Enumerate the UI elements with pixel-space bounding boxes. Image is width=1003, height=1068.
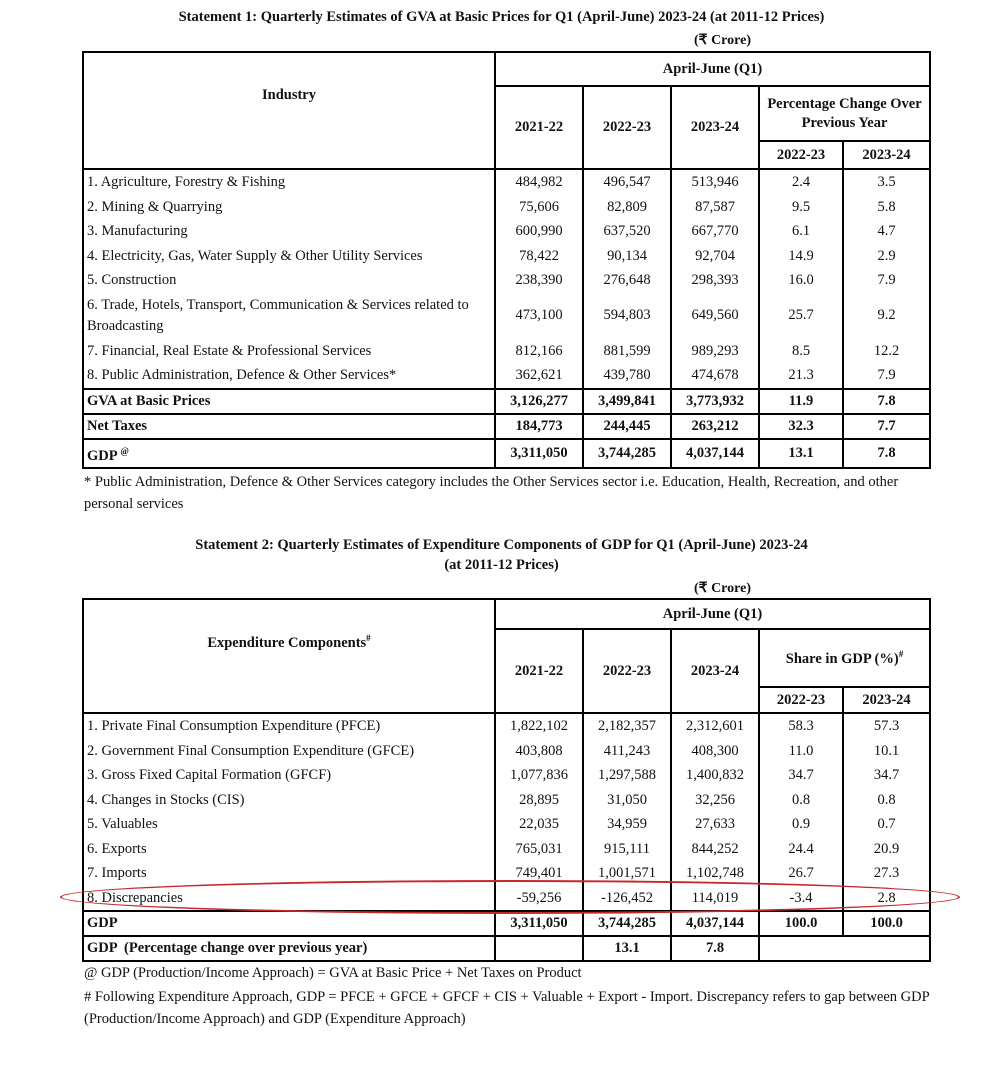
cell: 7.7 bbox=[843, 414, 930, 439]
gdp-row bbox=[83, 911, 930, 936]
cell: 844,252 bbox=[671, 837, 759, 862]
cell: 411,243 bbox=[583, 739, 671, 764]
cell: 362,621 bbox=[495, 363, 583, 389]
cell: 32.3 bbox=[759, 414, 843, 439]
cell: 1,077,836 bbox=[495, 763, 583, 788]
table-row bbox=[83, 812, 930, 837]
cell: 812,166 bbox=[495, 339, 583, 364]
cell: 25.7 bbox=[759, 293, 843, 339]
cell: 32,256 bbox=[671, 788, 759, 813]
row-label bbox=[83, 363, 495, 389]
cell: 27.3 bbox=[843, 861, 930, 886]
row-label bbox=[83, 439, 495, 469]
cell: 881,599 bbox=[583, 339, 671, 364]
cell: 1,400,832 bbox=[671, 763, 759, 788]
cell: 9.5 bbox=[759, 195, 843, 220]
cell: 2.8 bbox=[843, 886, 930, 912]
table-row bbox=[83, 713, 930, 739]
row-label-text: 2. Government Final Consumption Expenditure (GFCE) bbox=[87, 742, 415, 759]
cell: 34.7 bbox=[759, 763, 843, 788]
cell: 7.9 bbox=[843, 268, 930, 293]
row-label bbox=[83, 389, 495, 414]
cell: 513,946 bbox=[671, 169, 759, 195]
cell: 403,808 bbox=[495, 739, 583, 764]
cell: 3,744,285 bbox=[583, 911, 671, 936]
statement1-table bbox=[82, 51, 931, 469]
row-label-text: 3. Gross Fixed Capital Formation (GFCF) bbox=[87, 767, 332, 783]
cell: 3,744,285 bbox=[583, 439, 671, 469]
header-year: 2021-22 bbox=[495, 86, 583, 169]
row-label bbox=[83, 739, 495, 764]
cell: 92,704 bbox=[671, 244, 759, 269]
table-row bbox=[83, 363, 930, 389]
header-year: 2022-23 bbox=[583, 629, 671, 713]
header-components bbox=[83, 599, 495, 713]
cell: 2,312,601 bbox=[671, 713, 759, 739]
cell: 13.1 bbox=[583, 936, 671, 961]
cell: 649,560 bbox=[671, 293, 759, 339]
header-year: 2023-24 bbox=[671, 629, 759, 713]
cell: 238,390 bbox=[495, 268, 583, 293]
table-row bbox=[83, 195, 930, 220]
statement2-footnote-2: # Following Expenditure Approach, GDP = PFCE + GFCE + GFCF + CIS + Valuable + Export - Import. Discrepancy refers to gap between GDP (Production/Income Approach) and GDP (Expenditure Approach) bbox=[84, 989, 930, 1027]
cell: 0.8 bbox=[759, 788, 843, 813]
header-share-year: 2023-24 bbox=[843, 687, 930, 713]
header-share-label: Share in GDP (%) bbox=[785, 650, 899, 667]
cell: 637,520 bbox=[583, 219, 671, 244]
cell: 78,422 bbox=[495, 244, 583, 269]
table-row bbox=[83, 219, 930, 244]
row-label-text: GVA at Basic Prices bbox=[87, 392, 211, 409]
cell: 3.5 bbox=[843, 169, 930, 195]
row-label-text: 5. Valuables bbox=[87, 816, 158, 832]
cell: 57.3 bbox=[843, 713, 930, 739]
row-label bbox=[83, 169, 495, 195]
cell: 27,633 bbox=[671, 812, 759, 837]
cell: 594,803 bbox=[583, 293, 671, 339]
cell: 20.9 bbox=[843, 837, 930, 862]
cell: 749,401 bbox=[495, 861, 583, 886]
cell: 12.2 bbox=[843, 339, 930, 364]
cell: 82,809 bbox=[583, 195, 671, 220]
row-label-text: 3. Manufacturing bbox=[87, 223, 188, 239]
cell: 28,895 bbox=[495, 788, 583, 813]
cell: 114,019 bbox=[671, 886, 759, 912]
cell: 3,773,932 bbox=[671, 389, 759, 414]
row-label bbox=[83, 339, 495, 364]
cell bbox=[759, 936, 930, 961]
header-period: April-June (Q1) bbox=[495, 52, 930, 86]
table-row bbox=[83, 837, 930, 862]
statement1-title: Statement 1: Quarterly Estimates of GVA at Basic Prices for Q1 (April-June) 2023-24 (at 2011-12 Prices) bbox=[178, 9, 825, 25]
row-label bbox=[83, 293, 495, 339]
table-row bbox=[83, 861, 930, 886]
cell: 75,606 bbox=[495, 195, 583, 220]
row-label bbox=[83, 219, 495, 244]
row-label bbox=[83, 886, 495, 912]
cell: 26.7 bbox=[759, 861, 843, 886]
statement2-footnote-1: @ GDP (Production/Income Approach) = GVA at Basic Price + Net Taxes on Product bbox=[84, 965, 582, 981]
cell: 21.3 bbox=[759, 363, 843, 389]
cell: 439,780 bbox=[583, 363, 671, 389]
cell: 3,126,277 bbox=[495, 389, 583, 414]
cell: 22,035 bbox=[495, 812, 583, 837]
cell: 1,001,571 bbox=[583, 861, 671, 886]
header-pct-year: 2023-24 bbox=[843, 141, 930, 169]
cell: 989,293 bbox=[671, 339, 759, 364]
cell: 11.9 bbox=[759, 389, 843, 414]
table-row bbox=[83, 886, 930, 912]
cell: 298,393 bbox=[671, 268, 759, 293]
gdp-pct-row bbox=[83, 936, 930, 961]
total-row bbox=[83, 389, 930, 414]
row-label-text: 7. Imports bbox=[87, 865, 147, 881]
row-label-text: 8. Public Administration, Defence & Other Services* bbox=[87, 367, 397, 383]
cell: 3,311,050 bbox=[495, 439, 583, 469]
cell: 6.1 bbox=[759, 219, 843, 244]
row-label-text: 1. Agriculture, Forestry & Fishing bbox=[87, 174, 286, 190]
statement1-footnote: * Public Administration, Defence & Other Services category includes the Other Services sector i.e. Education, Health, Recreation, and other personal services bbox=[84, 474, 899, 512]
cell: 0.7 bbox=[843, 812, 930, 837]
table-row bbox=[83, 293, 930, 339]
row-label bbox=[83, 414, 495, 439]
row-label bbox=[83, 788, 495, 813]
cell: 5.8 bbox=[843, 195, 930, 220]
row-label bbox=[83, 861, 495, 886]
row-label bbox=[83, 763, 495, 788]
cell: 34.7 bbox=[843, 763, 930, 788]
row-label-text: 6. Trade, Hotels, Transport, Communication & Services related to Broadcasting bbox=[87, 296, 469, 334]
cell: 1,822,102 bbox=[495, 713, 583, 739]
row-label-text: 1. Private Final Consumption Expenditure (PFCE) bbox=[87, 718, 381, 734]
cell: 7.9 bbox=[843, 363, 930, 389]
row-label-text: 2. Mining & Quarrying bbox=[87, 198, 223, 215]
header-pct-group: Percentage Change Over Previous Year bbox=[759, 86, 930, 141]
cell: 2,182,357 bbox=[583, 713, 671, 739]
statement2-title-line2: (at 2011-12 Prices) bbox=[444, 557, 559, 573]
header-share-sup: # bbox=[898, 648, 904, 659]
row-label-text: 5. Construction bbox=[87, 272, 177, 288]
cell: 667,770 bbox=[671, 219, 759, 244]
cell: 2.9 bbox=[843, 244, 930, 269]
cell: 11.0 bbox=[759, 739, 843, 764]
header-components-sup: # bbox=[366, 632, 371, 643]
cell: 16.0 bbox=[759, 268, 843, 293]
cell: 7.8 bbox=[843, 439, 930, 469]
cell: 14.9 bbox=[759, 244, 843, 269]
header-share-year: 2022-23 bbox=[759, 687, 843, 713]
cell: 58.3 bbox=[759, 713, 843, 739]
row-label: GDP (Percentage change over previous year) bbox=[83, 936, 495, 961]
row-label-text: 6. Exports bbox=[87, 840, 147, 857]
cell: 915,111 bbox=[583, 837, 671, 862]
total-row bbox=[83, 439, 930, 469]
header-share-group bbox=[759, 629, 930, 687]
statement1-unit: (₹ Crore) bbox=[694, 33, 751, 48]
cell: 31,050 bbox=[583, 788, 671, 813]
cell: 87,587 bbox=[671, 195, 759, 220]
statement2-table bbox=[82, 598, 931, 962]
cell: 1,102,748 bbox=[671, 861, 759, 886]
row-label bbox=[83, 268, 495, 293]
table-row bbox=[83, 169, 930, 195]
cell: 474,678 bbox=[671, 363, 759, 389]
statement2-unit: (₹ Crore) bbox=[694, 581, 751, 596]
cell: 408,300 bbox=[671, 739, 759, 764]
cell: 7.8 bbox=[671, 936, 759, 961]
cell bbox=[495, 936, 583, 961]
row-label-text: 7. Financial, Real Estate & Professional Services bbox=[87, 342, 372, 359]
cell: 24.4 bbox=[759, 837, 843, 862]
cell: 473,100 bbox=[495, 293, 583, 339]
row-label: GDP bbox=[83, 911, 495, 936]
row-label-text: 8. Discrepancies bbox=[87, 889, 183, 906]
statement2-title-line1: Statement 2: Quarterly Estimates of Expenditure Components of GDP for Q1 (April-June) 2023-24 bbox=[195, 537, 808, 553]
cell: 8.5 bbox=[759, 339, 843, 364]
table-row bbox=[83, 244, 930, 269]
row-label bbox=[83, 244, 495, 269]
cell: 4,037,144 bbox=[671, 439, 759, 469]
cell: -126,452 bbox=[583, 886, 671, 912]
cell: 276,648 bbox=[583, 268, 671, 293]
cell: 263,212 bbox=[671, 414, 759, 439]
header-year: 2021-22 bbox=[495, 629, 583, 713]
cell: 2.4 bbox=[759, 169, 843, 195]
header-components-label: Expenditure Components bbox=[207, 634, 367, 651]
cell: 4,037,144 bbox=[671, 911, 759, 936]
cell: 13.1 bbox=[759, 439, 843, 469]
row-label-text: GDP bbox=[87, 447, 117, 464]
header-industry: Industry bbox=[83, 52, 495, 169]
cell: 0.8 bbox=[843, 788, 930, 813]
header-year: 2023-24 bbox=[671, 86, 759, 169]
cell: 34,959 bbox=[583, 812, 671, 837]
header-period: April-June (Q1) bbox=[495, 599, 930, 629]
row-label-text: 4. Electricity, Gas, Water Supply & Other Utility Services bbox=[87, 247, 423, 264]
table-row bbox=[83, 788, 930, 813]
row-label-text: Net Taxes bbox=[87, 417, 148, 434]
cell: 10.1 bbox=[843, 739, 930, 764]
cell: -59,256 bbox=[495, 886, 583, 912]
row-label-text: 4. Changes in Stocks (CIS) bbox=[87, 791, 245, 808]
cell: 184,773 bbox=[495, 414, 583, 439]
header-pct-year: 2022-23 bbox=[759, 141, 843, 169]
cell: 0.9 bbox=[759, 812, 843, 837]
cell: 3,499,841 bbox=[583, 389, 671, 414]
cell: 9.2 bbox=[843, 293, 930, 339]
cell: 90,134 bbox=[583, 244, 671, 269]
cell: -3.4 bbox=[759, 886, 843, 912]
cell: 244,445 bbox=[583, 414, 671, 439]
cell: 496,547 bbox=[583, 169, 671, 195]
total-row bbox=[83, 414, 930, 439]
row-label-sup: @ bbox=[120, 445, 129, 456]
cell: 4.7 bbox=[843, 219, 930, 244]
row-label bbox=[83, 812, 495, 837]
cell: 100.0 bbox=[843, 911, 930, 936]
table-row bbox=[83, 763, 930, 788]
cell: 484,982 bbox=[495, 169, 583, 195]
row-label bbox=[83, 195, 495, 220]
row-label bbox=[83, 837, 495, 862]
cell: 600,990 bbox=[495, 219, 583, 244]
cell: 100.0 bbox=[759, 911, 843, 936]
table-row bbox=[83, 339, 930, 364]
header-year: 2022-23 bbox=[583, 86, 671, 169]
row-label bbox=[83, 713, 495, 739]
cell: 7.8 bbox=[843, 389, 930, 414]
table-row bbox=[83, 268, 930, 293]
cell: 3,311,050 bbox=[495, 911, 583, 936]
table-row bbox=[83, 739, 930, 764]
cell: 765,031 bbox=[495, 837, 583, 862]
cell: 1,297,588 bbox=[583, 763, 671, 788]
